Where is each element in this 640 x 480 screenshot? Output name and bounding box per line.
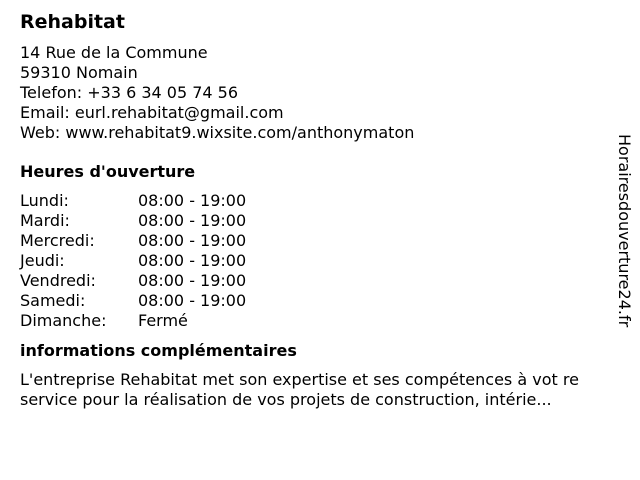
business-name: Rehabitat bbox=[20, 11, 125, 33]
site-watermark: Horairesdouverture24.fr bbox=[615, 134, 634, 328]
hours-day: Mercredi: bbox=[20, 231, 95, 250]
hours-row-mardi bbox=[20, 211, 620, 231]
business-card bbox=[20, 10, 620, 410]
address-city: 59310 Nomain bbox=[20, 63, 138, 82]
hours-time: 08:00 - 19:00 bbox=[138, 251, 247, 270]
phone-line: Telefon: +33 6 34 05 74 56 bbox=[20, 83, 239, 102]
web-line: Web: www.rehabitat9.wixsite.com/anthonymaton bbox=[20, 123, 415, 142]
hours-day: Dimanche: bbox=[20, 311, 107, 330]
hours-day: Mardi: bbox=[20, 211, 70, 230]
hours-time: 08:00 - 19:00 bbox=[138, 211, 247, 230]
info-description: L'entreprise Rehabitat met son expertise et ses compétences à vot re service pour la réalisation de vos projets de construction, intérie... bbox=[20, 370, 579, 409]
hours-day: Jeudi: bbox=[20, 251, 65, 270]
hours-row-jeudi bbox=[20, 251, 620, 271]
hours-row-dimanche bbox=[20, 311, 620, 331]
hours-time: 08:00 - 19:00 bbox=[138, 291, 247, 310]
hours-time: 08:00 - 19:00 bbox=[138, 231, 247, 250]
email-line: Email: eurl.rehabitat@gmail.com bbox=[20, 103, 284, 122]
hours-heading: Heures d'ouverture bbox=[20, 162, 196, 181]
hours-day: Samedi: bbox=[20, 291, 86, 310]
hours-day: Lundi: bbox=[20, 191, 69, 210]
hours-time: 08:00 - 19:00 bbox=[138, 191, 247, 210]
contact-block bbox=[20, 43, 620, 143]
address-street: 14 Rue de la Commune bbox=[20, 43, 208, 62]
hours-row-samedi bbox=[20, 291, 620, 311]
hours-row-lundi bbox=[20, 191, 620, 211]
hours-day: Vendredi: bbox=[20, 271, 96, 290]
hours-row-mercredi bbox=[20, 231, 620, 251]
hours-time: 08:00 - 19:00 bbox=[138, 271, 247, 290]
hours-table bbox=[20, 191, 620, 331]
hours-row-vendredi bbox=[20, 271, 620, 291]
info-heading: informations complémentaires bbox=[20, 341, 297, 360]
hours-time: Fermé bbox=[138, 311, 188, 330]
